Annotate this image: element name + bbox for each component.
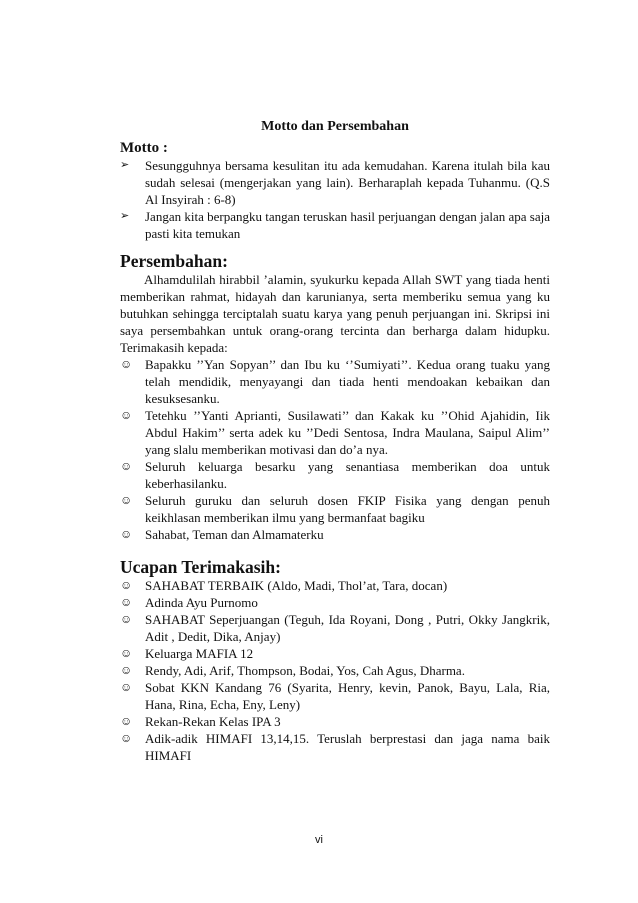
ucapan-item [120,645,550,662]
ucapan-item-text: SAHABAT TERBAIK (Aldo, Madi, Thol’at, Tara, docan) [145,578,448,593]
smiley-bullet-icon: ☺ [120,595,133,609]
page-content [120,118,550,764]
persembahan-item-text: Tetehku ’’Yanti Aprianti, Susilawati’’ dan Kakak ku ’’Ohid Ajahidin, Iik Abdul Hakim’’ serta adek ku ’’Dedi Sentosa, Indra Maulana, Saipul Alim’’ yang slalu memberikan motivasi dan do’a nya. [145,408,550,457]
smiley-bullet-icon: ☺ [120,408,133,422]
ucapan-item [120,713,550,730]
ucapan-item [120,679,550,713]
page-title: Motto dan Persembahan [261,119,409,134]
persembahan-item [120,458,550,492]
persembahan-item [120,407,550,458]
ucapan-item-text: Keluarga MAFIA 12 [145,646,254,661]
page-number: vi [315,834,323,846]
ucapan-item-text: Rendy, Adi, Arif, Thompson, Bodai, Yos, Cah Agus, Dharma. [145,663,465,678]
smiley-bullet-icon: ☺ [120,493,133,507]
persembahan-item-text: Seluruh guruku dan seluruh dosen FKIP Fisika yang dengan penuh keikhlasan memberikan ilmu yang bermanfaat bagiku [145,493,550,525]
smiley-bullet-icon: ☺ [120,612,133,626]
persembahan-list [120,356,550,543]
ucapan-item [120,662,550,679]
smiley-bullet-icon: ☺ [120,680,133,694]
smiley-bullet-icon: ☺ [120,731,133,745]
ucapan-list [120,577,550,764]
smiley-bullet-icon: ☺ [120,663,133,677]
ucapan-item [120,577,550,594]
ucapan-item-text: Rekan-Rekan Kelas IPA 3 [145,714,281,729]
arrow-bullet-icon: ➢ [120,159,130,171]
motto-item-text: Sesungguhnya bersama kesulitan itu ada kemudahan. Karena itulah bila kau sudah selesai (mengerjakan yang lain). Berharaplah kepada Tuhanmu. (Q.S Al Insyirah : 6-8) [145,158,550,207]
smiley-bullet-icon: ☺ [120,357,133,371]
persembahan-item-text: Sahabat, Teman dan Almamaterku [145,527,324,542]
smiley-bullet-icon: ☺ [120,714,133,728]
ucapan-heading: Ucapan Terimakasih: [120,557,281,577]
persembahan-heading: Persembahan: [120,251,228,271]
persembahan-paragraph: Alhamdulilah hirabbil ’alamin, syukurku kepada Allah SWT yang tiada henti memberikan rahmat, hidayah dan karunianya, serta memberiku semua yang ku butuhkan sehingga terciptalah suatu karya yang penuh perjuangan ini. Skripsi ini saya persembahkan untuk orang-orang tercinta dan berharga dalam hidupku. Terimakasih kepada: [120,272,550,355]
ucapan-item [120,730,550,764]
motto-item-text: Jangan kita berpangku tangan teruskan hasil perjuangan dengan jalan apa saja pasti kita temukan [145,209,551,241]
persembahan-item [120,526,550,543]
motto-heading: Motto : [120,140,168,156]
ucapan-item [120,594,550,611]
ucapan-item-text: Adik-adik HIMAFI 13,14,15. Teruslah berprestasi dan jaga nama baik HIMAFI [145,731,550,763]
ucapan-item-text: SAHABAT Seperjuangan (Teguh, Ida Royani, Dong , Putri, Okky Jangkrik, Adit , Dedit, Dika, Anjay) [145,612,550,644]
persembahan-item [120,356,550,407]
ucapan-item-text: Sobat KKN Kandang 76 (Syarita, Henry, kevin, Panok, Bayu, Lala, Ria, Hana, Rina, Echa, Eny, Leny) [145,680,550,712]
motto-item [120,157,550,208]
smiley-bullet-icon: ☺ [120,459,133,473]
ucapan-item-text: Adinda Ayu Purnomo [145,595,258,610]
smiley-bullet-icon: ☺ [120,578,133,592]
motto-item [120,208,550,242]
motto-list [120,157,550,242]
smiley-bullet-icon: ☺ [120,646,133,660]
arrow-bullet-icon: ➢ [120,210,130,222]
persembahan-item [120,492,550,526]
persembahan-item-text: Bapakku ’’Yan Sopyan’’ dan Ibu ku ‘’Sumiyati’’. Kedua orang tuaku yang telah mendidik, menyayangi dan tiada henti mendoakan kebaikan dan kesuksesanku. [145,357,550,406]
persembahan-item-text: Seluruh keluarga besarku yang senantiasa memberikan doa untuk keberhasilanku. [145,459,550,491]
smiley-bullet-icon: ☺ [120,527,133,541]
ucapan-item [120,611,550,645]
